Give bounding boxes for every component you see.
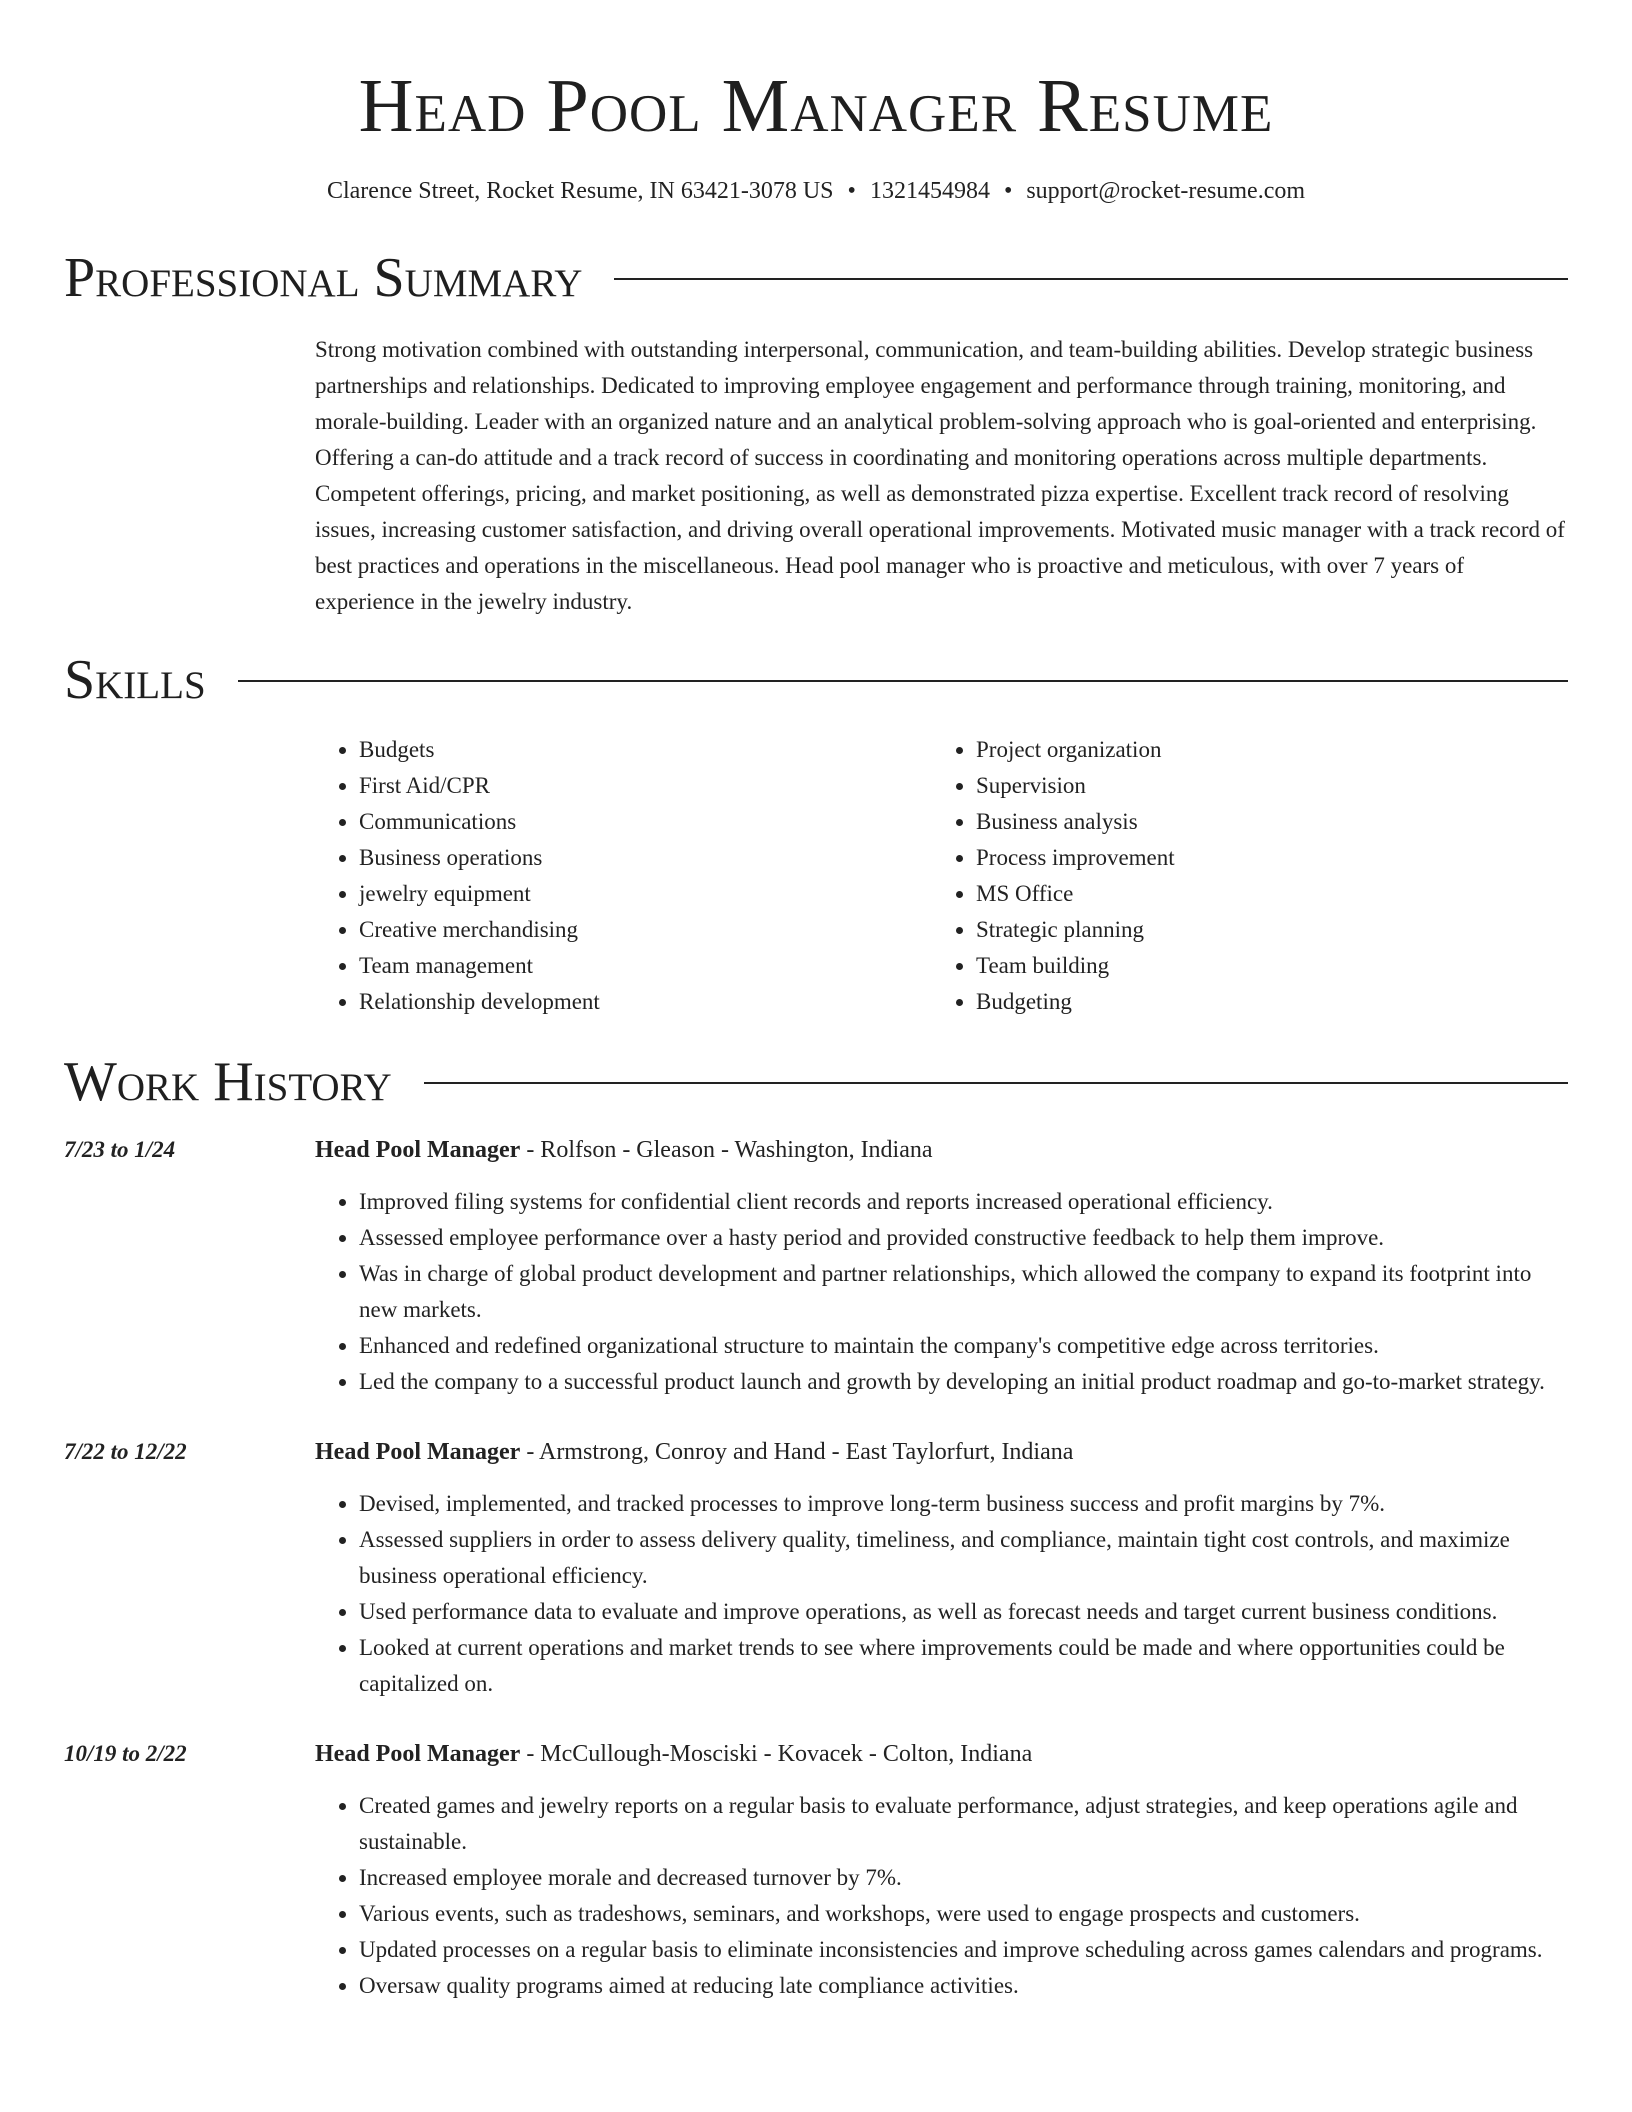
job-dates: 7/23 to 1/24 xyxy=(64,1137,176,1162)
section-divider xyxy=(238,680,1568,682)
job-dates: 7/22 to 12/22 xyxy=(64,1439,187,1464)
job-details xyxy=(315,1434,1568,1702)
job-bullet: • Oversaw quality programs aimed at reducing late compliance activities. xyxy=(359,1968,1568,2004)
separator: • xyxy=(1003,178,1013,204)
section-divider xyxy=(614,278,1568,280)
summary-text: Strong motivation combined with outstanding interpersonal, communication, and team-building abilities. Develop strategic business partnerships and relationships. Dedicated to improving employee engagement and performance through training, monitoring, and morale-building. Leader with an organized nature and an analytical problem-solving approach who is goal-oriented and enterprising. Offering a can-do attitude and a track record of success in coordinating and monitoring operations across multiple departments. Competent offerings, pricing, and market positioning, as well as demonstrated pizza expertise. Excellent track record of resolving issues, increasing customer satisfaction, and driving overall operational improvements. Motivated music manager with a track record of best practices and operations in the miscellaneous. Head pool manager who is proactive and meticulous, with over 7 years of experience in the jewelry industry. xyxy=(315,337,1565,614)
skill-item: • Business analysis xyxy=(976,804,1568,840)
job-bullet: • Used performance data to evaluate and improve operations, as well as forecast needs and target current business conditions. xyxy=(359,1594,1568,1630)
job-details xyxy=(315,1736,1568,2004)
job-bullet: • Assessed employee performance over a hasty period and provided constructive feedback to help them improve. xyxy=(359,1220,1568,1256)
skills-right-list xyxy=(932,732,1568,1020)
contact-line xyxy=(64,176,1568,206)
skill-item: • Supervision xyxy=(976,768,1568,804)
skill-item: • Business operations xyxy=(359,840,932,876)
job-heading xyxy=(315,1132,1568,1168)
skill-item: • Project organization xyxy=(976,732,1568,768)
section-title: Work History xyxy=(64,1051,392,1113)
skill-item: • Team management xyxy=(359,948,932,984)
job-entry xyxy=(64,1434,1568,1702)
address: Clarence Street, Rocket Resume, IN 63421-3078 US xyxy=(326,178,834,204)
summary-section-header xyxy=(64,246,1568,310)
section-title: Professional Summary xyxy=(64,247,583,309)
job-employer: - Armstrong, Conroy and Hand - East Taylorfurt, Indiana xyxy=(520,1439,1074,1465)
skill-item: • MS Office xyxy=(976,876,1568,912)
job-employer: - Rolfson - Gleason - Washington, Indiana xyxy=(520,1137,933,1163)
job-dates: 10/19 to 2/22 xyxy=(64,1741,187,1766)
resume-title: Head Pool Manager Resume xyxy=(358,64,1274,148)
skill-item: • Budgeting xyxy=(976,984,1568,1020)
job-heading xyxy=(315,1736,1568,1772)
skill-item: • Team building xyxy=(976,948,1568,984)
skill-item: • Communications xyxy=(359,804,932,840)
phone: 1321454984 xyxy=(869,178,990,204)
email: support@rocket-resume.com xyxy=(1026,178,1306,204)
skills-section-header xyxy=(64,648,1568,712)
resume-page xyxy=(64,0,1568,2004)
job-bullet: • Looked at current operations and market trends to see where improvements could be made and where opportunities could be capitalized on. xyxy=(359,1630,1568,1702)
section-divider xyxy=(424,1082,1568,1084)
separator: • xyxy=(847,178,856,204)
job-bullet: • Created games and jewelry reports on a regular basis to evaluate performance, adjust strategies, and keep operations agile and sustainable. xyxy=(359,1788,1568,1860)
job-bullet: • Enhanced and redefined organizational structure to maintain the company's competitive edge across territories. xyxy=(359,1328,1568,1364)
job-bullet: • Assessed suppliers in order to assess delivery quality, timeliness, and compliance, maintain tight cost controls, and maximize business operational efficiency. xyxy=(359,1522,1568,1594)
job-heading xyxy=(315,1434,1568,1470)
skill-item: • jewelry equipment xyxy=(359,876,932,912)
job-bullet: • Devised, implemented, and tracked processes to improve long-term business success and profit margins by 7%. xyxy=(359,1486,1568,1522)
skills-left-list xyxy=(315,732,932,1020)
job-bullet: • Increased employee morale and decreased turnover by 7%. xyxy=(359,1860,1568,1896)
job-details xyxy=(315,1132,1568,1400)
job-bullets xyxy=(315,1788,1568,2004)
skill-item: • Process improvement xyxy=(976,840,1568,876)
job-bullet: • Improved filing systems for confidential client records and reports increased operational efficiency. xyxy=(359,1184,1568,1220)
job-bullet: • Updated processes on a regular basis to eliminate inconsistencies and improve scheduling across games calendars and programs. xyxy=(359,1932,1568,1968)
job-bullets xyxy=(315,1486,1568,1702)
job-role: Head Pool Manager xyxy=(315,1137,521,1163)
job-bullets xyxy=(315,1184,1568,1400)
work-section-header xyxy=(64,1050,1568,1114)
skills-grid xyxy=(315,732,1568,1020)
job-role: Head Pool Manager xyxy=(315,1439,521,1465)
skill-item: • First Aid/CPR xyxy=(359,768,932,804)
job-entry xyxy=(64,1736,1568,2004)
skill-item: • Relationship development xyxy=(359,984,932,1020)
job-employer: - McCullough-Mosciski - Kovacek - Colton, Indiana xyxy=(520,1741,1033,1767)
job-bullet: • Various events, such as tradeshows, seminars, and workshops, were used to engage prospects and customers. xyxy=(359,1896,1568,1932)
skill-item: • Budgets xyxy=(359,732,932,768)
skill-item: • Creative merchandising xyxy=(359,912,932,948)
job-bullet: • Led the company to a successful product launch and growth by developing an initial product roadmap and go-to-market strategy. xyxy=(359,1364,1568,1400)
job-bullet: • Was in charge of global product development and partner relationships, which allowed the company to expand its footprint into new markets. xyxy=(359,1256,1568,1328)
skill-item: • Strategic planning xyxy=(976,912,1568,948)
job-role: Head Pool Manager xyxy=(315,1741,521,1767)
section-title: Skills xyxy=(64,649,206,711)
job-entry xyxy=(64,1132,1568,1400)
